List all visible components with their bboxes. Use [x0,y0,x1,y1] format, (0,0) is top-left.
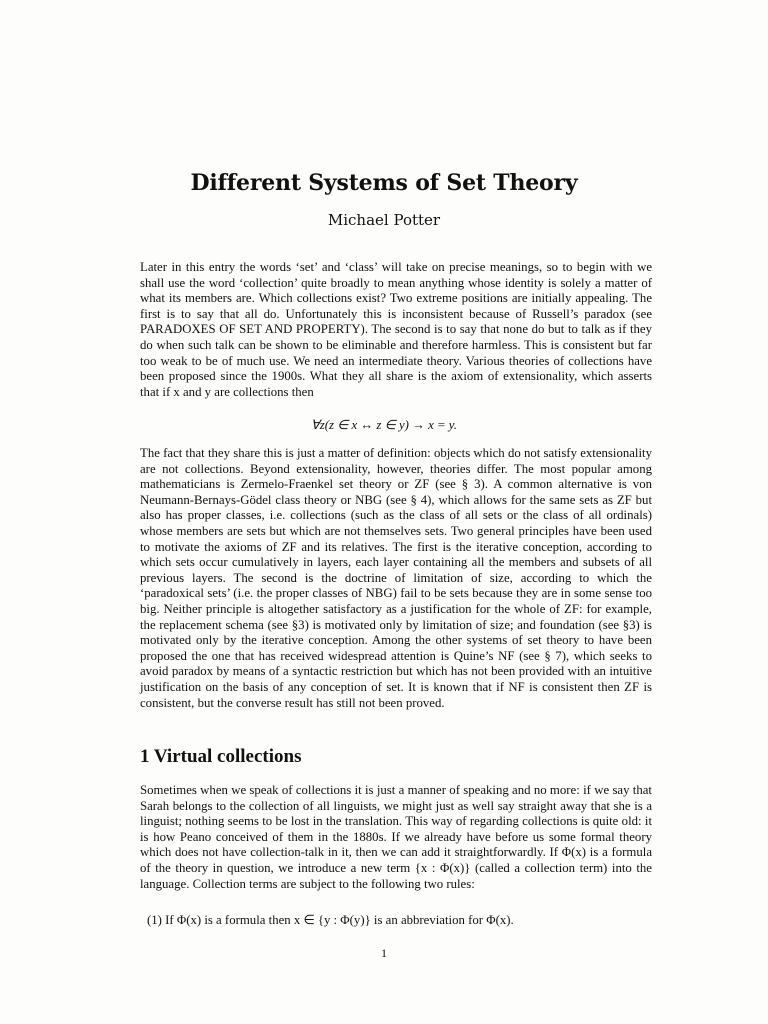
paragraph-theories: The fact that they share this is just a matter of definition: objects which do not satisfy extensionality are not collections. Beyond extensionality, however, theories differ. The most popular among mathematicians is Zermelo-Fraenkel set theory or ZF (see § 3). A common alternative is von Neumann-Bernays-Gödel class theory or NBG (see § 4), which allows for the same sets as ZF but also has proper classes, i.e. collections (such as the class of all sets or the class of all ordinals) whose members are sets but which are not themselves sets. Two general principles have been used to motivate the axioms of ZF and its relatives. The first is the iterative conception, according to which sets occur cumulatively in layers, each layer containing all the members and subsets of all previous layers. The second is the doctrine of limitation of size, according to which the ‘paradoxical sets’ (i.e. the proper classes of NBG) fail to be sets because they are in some sense too big. Neither principle is altogether satisfactory as a justification for the whole of ZF: for example, the replacement schema (see §3) is motivated only by limitation of size; and foundation (see §3) is motivated only by the iterative conception. Among the other systems of set theory to have been proposed the one that has received widespread attention is Quine’s NF (see § 7), which seeks to avoid paradox by means of a syntactic restriction but which has not been provided with an intuitive justification on the basis of any conception of set. It is known that if NF is consistent then ZF is consistent, but the converse result has still not been proved. [140,446,652,710]
paragraph-intro: Later in this entry the words ‘set’ and ‘class’ will take on precise meanings, so to begin with we shall use the word ‘collection’ quite broadly to mean anything whose identity is solely a matter of what its members are. Which collections exist? Two extreme positions are initially appealing. The first is to say that all do. Unfortunately this is inconsistent because of Russell’s paradox (see PARADOXES OF SET AND PROPERTY). The second is to say that none do but to talk as if they do when such talk can be shown to be eliminable and therefore harmless. This is consistent but far too weak to be of much use. We need an intermediate theory. Various theories of collections have been proposed since the 1900s. What they all share is the axiom of extensionality, which asserts that if x and y are collections then [140,260,652,399]
page-number: 1 [381,946,387,960]
section-heading: 1 Virtual collections [140,746,302,767]
author-name: Michael Potter [327,211,441,229]
page-title: Different Systems of Set Theory [190,170,578,196]
paragraph-virtual-collections: Sometimes when we speak of collections it is just a manner of speaking and no more: if we say that Sarah belongs to the collection of all linguists, we might just as well say straight away that she is a linguist; nothing seems to be lost in the translation. This way of regarding collections is quite old: it is how Peano conceived of them in the 1880s. If we already have before us some formal theory which does not have collection-talk in it, then we can add it straightforwardly. If Φ(x) is a formula of the theory in question, we introduce a new term {x : Φ(x)} (called a collection term) into the language. Collection terms are subject to the following two rules: [140,783,652,891]
rule-1: (1) If Φ(x) is a formula then x ∈ {y : Φ(y)} is an abbreviation for Φ(x). [147,913,514,927]
extensionality-formula: ∀z(z ∈ x ↔ z ∈ y) → x = y. [311,418,457,432]
